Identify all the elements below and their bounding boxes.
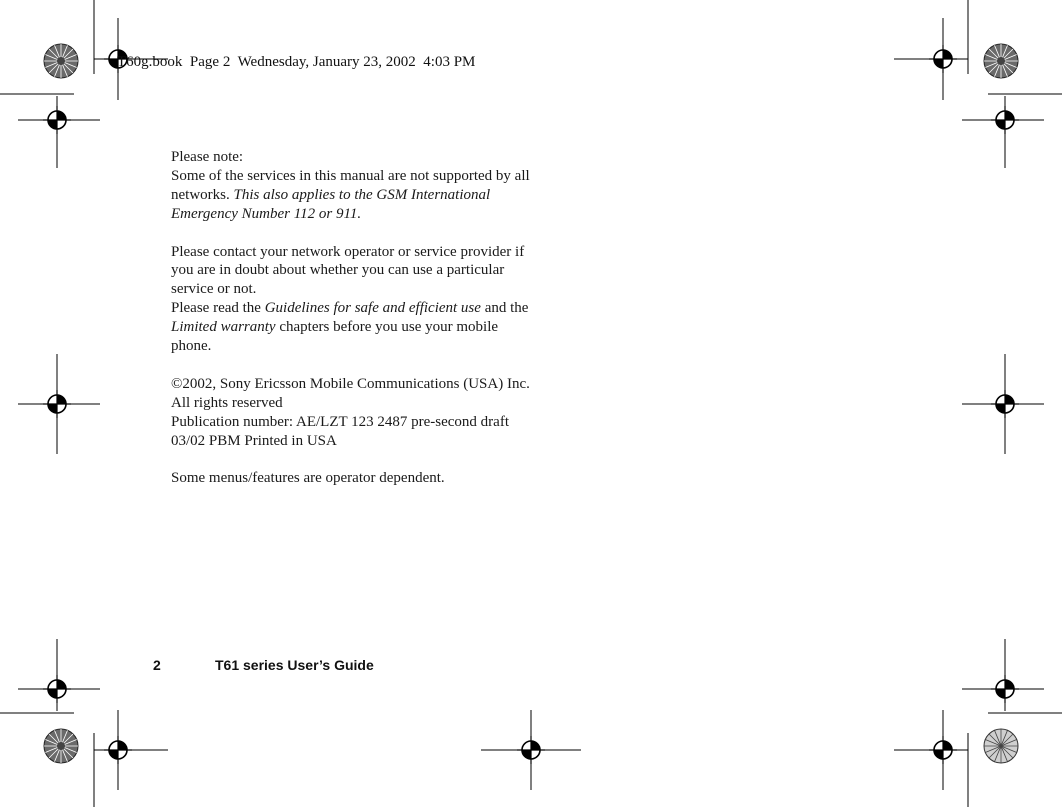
- note-italic: This also applies to the GSM International Emergency Number 112 or 911.: [171, 186, 491, 222]
- page-footer: [153, 657, 374, 673]
- note-heading: Please note:: [171, 149, 244, 165]
- note-paragraph: [171, 167, 541, 224]
- read-and: and the: [484, 300, 529, 317]
- page-body: [171, 148, 541, 488]
- operator-note: Some menus/features are operator dependent.: [171, 470, 445, 487]
- printed-line: 03/02 PBM Printed in USA: [171, 432, 337, 449]
- header-time: 4:03 PM: [423, 54, 476, 70]
- header-file: T60g.book: [117, 54, 183, 70]
- copyright-line: ©2002, Sony Ericsson Mobile Communications (USA) Inc.: [171, 375, 530, 392]
- read-prefix: Please read the: [171, 300, 261, 317]
- warranty-reference: Limited warranty: [171, 319, 276, 336]
- read-paragraph: [171, 299, 541, 356]
- header-page: Page 2: [189, 54, 231, 70]
- header-date: Wednesday, January 23, 2002: [237, 54, 416, 70]
- read-suffix: chapters before you use your mobile phone.: [171, 319, 499, 355]
- guidelines-reference: Guidelines for safe and efficient use: [264, 300, 481, 317]
- page-number: 2: [153, 657, 161, 673]
- publication-line: Publication number: AE/LZT 123 2487 pre-second draft: [171, 413, 509, 430]
- note-text: Some of the services in this manual are not supported by all networks.: [171, 167, 530, 203]
- rights-line: All rights reserved: [171, 394, 283, 411]
- contact-paragraph: Please contact your network operator or service provider if you are in doubt about whether you can use a particular service or not.: [171, 243, 525, 298]
- guide-title: T61 series User’s Guide: [215, 657, 374, 673]
- book-header: [117, 54, 475, 71]
